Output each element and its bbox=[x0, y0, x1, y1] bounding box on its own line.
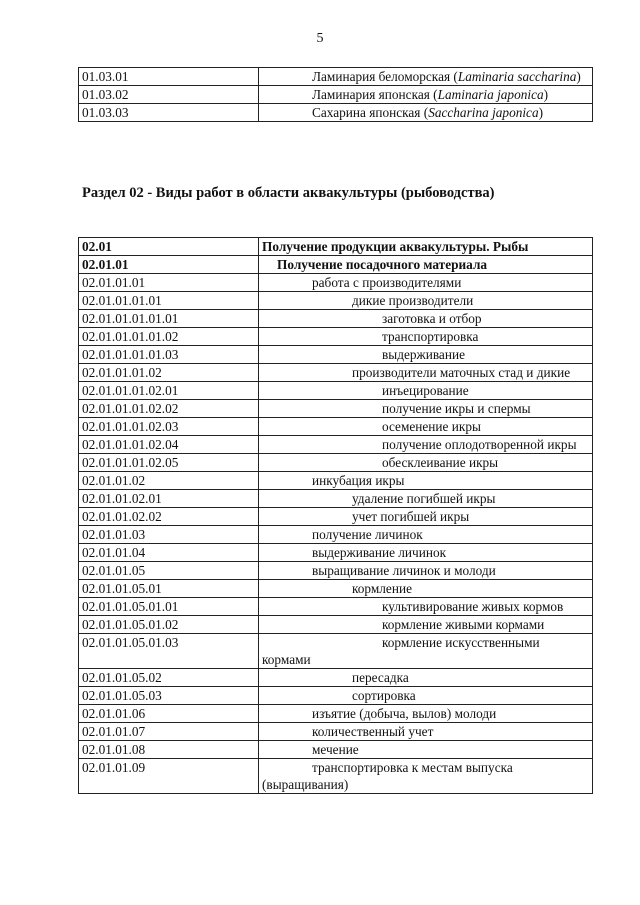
page-number: 5 bbox=[316, 31, 324, 46]
species-table bbox=[78, 67, 593, 122]
row-code: 02.01.01.01.02.01 bbox=[79, 382, 259, 400]
table-row bbox=[79, 508, 593, 526]
row-description: дикие производители bbox=[259, 292, 593, 310]
table-row bbox=[79, 634, 593, 669]
row-code: 02.01.01.05.03 bbox=[79, 687, 259, 705]
table-row bbox=[79, 68, 593, 86]
row-description: обесклеивание икры bbox=[259, 454, 593, 472]
row-description: Получение посадочного материала bbox=[259, 256, 593, 274]
table-row bbox=[79, 705, 593, 723]
row-code: 02.01.01.01.02.04 bbox=[79, 436, 259, 454]
row-description: сортировка bbox=[259, 687, 593, 705]
row-description: получение икры и спермы bbox=[259, 400, 593, 418]
row-code: 02.01.01.01.02.03 bbox=[79, 418, 259, 436]
row-description: получение личинок bbox=[259, 526, 593, 544]
closing-paren: ) bbox=[538, 105, 544, 120]
row-description: мечение bbox=[259, 741, 593, 759]
row-code: 02.01.01.05.01 bbox=[79, 580, 259, 598]
table-row bbox=[79, 616, 593, 634]
row-code: 02.01.01.01 bbox=[79, 274, 259, 292]
table-row bbox=[79, 104, 593, 122]
latin-name: Saccharina japonica bbox=[428, 105, 539, 120]
species-name: Ламинария беломорская ( bbox=[312, 69, 458, 84]
table-row bbox=[79, 292, 593, 310]
species-name: Ламинария японская ( bbox=[312, 87, 438, 102]
row-description: инъецирование bbox=[259, 382, 593, 400]
table-row bbox=[79, 436, 593, 454]
table-row bbox=[79, 364, 593, 382]
table-row bbox=[79, 256, 593, 274]
row-code: 02.01.01.02 bbox=[79, 472, 259, 490]
row-description: выращивание личинок и молоди bbox=[259, 562, 593, 580]
table-row bbox=[79, 759, 593, 794]
table-row bbox=[79, 562, 593, 580]
table-row bbox=[79, 687, 593, 705]
row-description: выдерживание bbox=[259, 346, 593, 364]
closing-paren: ) bbox=[543, 87, 549, 102]
row-description: получение оплодотворенной икры bbox=[259, 436, 593, 454]
row-description bbox=[259, 86, 593, 104]
row-description: количественный учет bbox=[259, 723, 593, 741]
row-description: кормление живыми кормами bbox=[259, 616, 593, 634]
table-row bbox=[79, 328, 593, 346]
row-description: инкубация икры bbox=[259, 472, 593, 490]
row-code: 02.01.01.05 bbox=[79, 562, 259, 580]
row-code: 02.01.01.05.01.01 bbox=[79, 598, 259, 616]
table-row bbox=[79, 526, 593, 544]
row-description: культивирование живых кормов bbox=[259, 598, 593, 616]
row-description: производители маточных стад и дикие bbox=[259, 364, 593, 382]
row-code: 02.01.01.09 bbox=[79, 759, 259, 794]
table-row bbox=[79, 382, 593, 400]
table-row bbox=[79, 454, 593, 472]
row-code: 02.01.01.07 bbox=[79, 723, 259, 741]
row-description: выдерживание личинок bbox=[259, 544, 593, 562]
row-code: 02.01.01.01.01.02 bbox=[79, 328, 259, 346]
row-code: 02.01.01.01.01.01 bbox=[79, 310, 259, 328]
table-row bbox=[79, 669, 593, 687]
row-code: 02.01.01.03 bbox=[79, 526, 259, 544]
row-code: 02.01.01.01.01 bbox=[79, 292, 259, 310]
row-description: работа с производителями bbox=[259, 274, 593, 292]
table-row bbox=[79, 86, 593, 104]
row-code: 02.01.01 bbox=[79, 256, 259, 274]
row-code: 02.01.01.06 bbox=[79, 705, 259, 723]
row-description: кормление искусственными кормами bbox=[259, 634, 593, 669]
row-description: удаление погибшей икры bbox=[259, 490, 593, 508]
table-row bbox=[79, 723, 593, 741]
row-description bbox=[259, 104, 593, 122]
table-row bbox=[79, 310, 593, 328]
row-code: 02.01.01.04 bbox=[79, 544, 259, 562]
row-code: 02.01.01.01.02.05 bbox=[79, 454, 259, 472]
table-row bbox=[79, 400, 593, 418]
row-code: 02.01.01.02.02 bbox=[79, 508, 259, 526]
row-code: 02.01.01.02.01 bbox=[79, 490, 259, 508]
row-description: кормление bbox=[259, 580, 593, 598]
row-code: 01.03.03 bbox=[79, 104, 259, 122]
row-code: 02.01 bbox=[79, 238, 259, 256]
latin-name: Laminaria japonica bbox=[437, 87, 544, 102]
row-code: 02.01.01.01.02 bbox=[79, 364, 259, 382]
table-row bbox=[79, 490, 593, 508]
section-heading: Раздел 02 - Виды работ в области аквакультуры (рыбоводства) bbox=[82, 185, 495, 201]
table-row bbox=[79, 274, 593, 292]
closing-paren: ) bbox=[576, 69, 581, 84]
latin-name: Laminaria saccharina bbox=[457, 69, 577, 84]
table-row bbox=[79, 580, 593, 598]
row-code: 02.01.01.01.02.02 bbox=[79, 400, 259, 418]
row-code: 01.03.02 bbox=[79, 86, 259, 104]
table-row bbox=[79, 346, 593, 364]
row-description: транспортировка bbox=[259, 328, 593, 346]
table-row bbox=[79, 238, 593, 256]
row-description: транспортировка к местам выпуска (выращивания) bbox=[259, 759, 593, 794]
row-description: учет погибшей икры bbox=[259, 508, 593, 526]
table-row bbox=[79, 418, 593, 436]
row-description: Получение продукции аквакультуры. Рыбы bbox=[259, 238, 593, 256]
table-row bbox=[79, 598, 593, 616]
row-code: 02.01.01.05.01.03 bbox=[79, 634, 259, 669]
row-code: 02.01.01.05.02 bbox=[79, 669, 259, 687]
row-description bbox=[259, 68, 593, 86]
species-name: Сахарина японская ( bbox=[312, 105, 429, 120]
row-description: осеменение икры bbox=[259, 418, 593, 436]
row-description: заготовка и отбор bbox=[259, 310, 593, 328]
table-row bbox=[79, 472, 593, 490]
row-description: пересадка bbox=[259, 669, 593, 687]
table-row bbox=[79, 741, 593, 759]
row-code: 01.03.01 bbox=[79, 68, 259, 86]
row-description: изъятие (добыча, вылов) молоди bbox=[259, 705, 593, 723]
row-code: 02.01.01.05.01.02 bbox=[79, 616, 259, 634]
table-row bbox=[79, 544, 593, 562]
works-table bbox=[78, 237, 593, 794]
row-code: 02.01.01.01.01.03 bbox=[79, 346, 259, 364]
row-code: 02.01.01.08 bbox=[79, 741, 259, 759]
